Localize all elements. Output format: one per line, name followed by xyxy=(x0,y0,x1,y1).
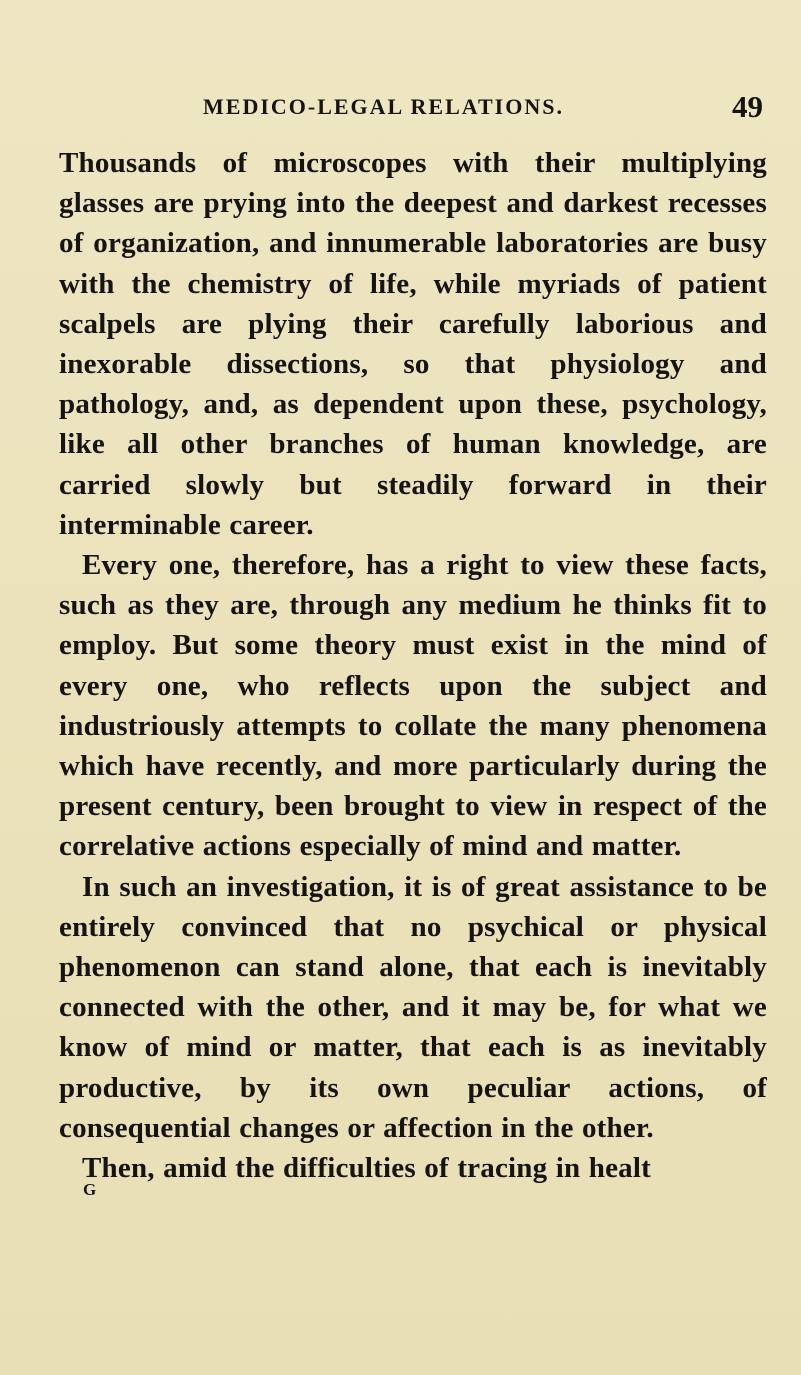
page-header xyxy=(203,89,763,134)
paragraph: In such an investigation, it is of great assistance to be entirely convinced that no psychical or physical phenomenon can stand alone, that each is inevitably connected with the other, and it may be, for what we know of mind or matter, that each is as inevitably productive, by its own peculiar actions, of consequential changes or affection in the other. xyxy=(59,870,767,1144)
paragraph: Every one, therefore, has a right to view these facts, such as they are, through any medium he thinks fit to employ. But some theory must exist in the mind of every one, who reflects upon the subject and industriously attempts to collate the many phenomena which have recently, and more particularly during the present century, been brought to view in respect of the correlative actions especially of mind and matter. xyxy=(59,549,767,863)
signature-mark: G xyxy=(83,1180,97,1199)
page-body xyxy=(59,143,767,1188)
running-head: MEDICO-LEGAL RELATIONS. xyxy=(203,94,564,119)
paragraph: Then, amid the difficulties of tracing in healt xyxy=(82,1152,651,1185)
page-number: 49 xyxy=(732,89,763,124)
paragraph: Thousands of microscopes with their multiplying glasses are prying into the deepest and darkest recesses of organization, and innumerable laboratories are busy with the chemistry of life, while myriads of patient scalpels are plying their carefully laborious and inexorable dissections, so that physiology and pathology, and, as dependent upon these, psychology, like all other branches of human knowledge, are carried slowly but steadily forward in their interminable career. xyxy=(59,147,767,541)
